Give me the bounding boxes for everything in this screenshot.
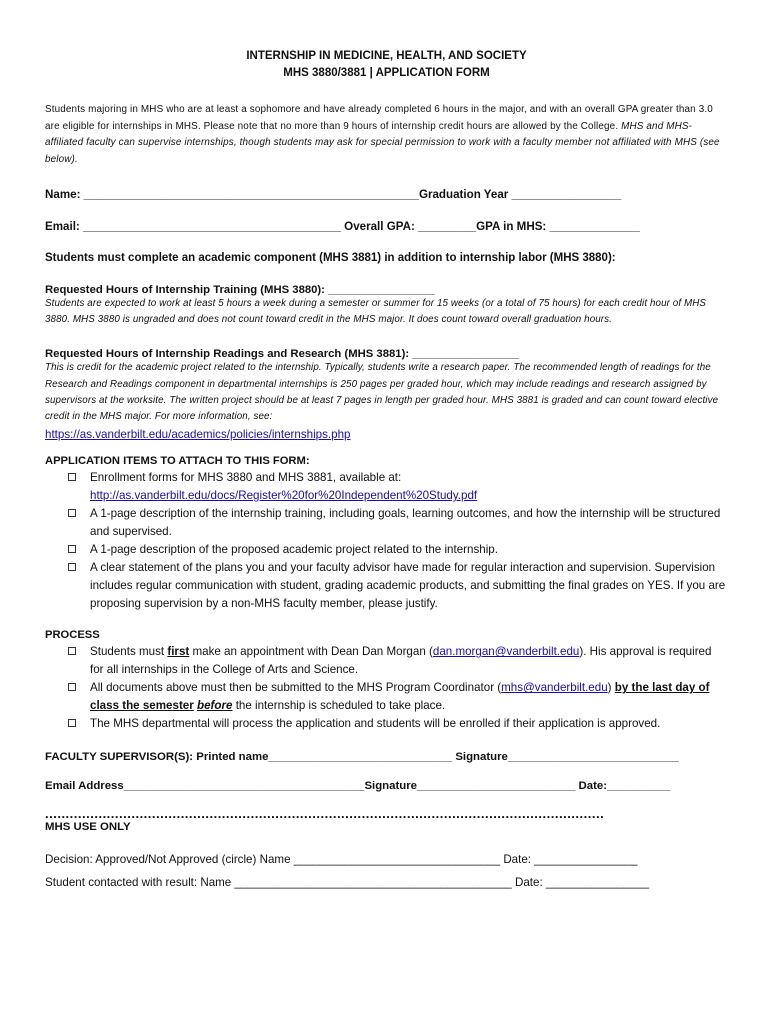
academic-requirement: Students must complete an academic component (MHS 3881) in addition to internship labor (MHS 3880): bbox=[45, 252, 616, 264]
student-contacted-name-field[interactable]: Student contacted with result: Name ___________________________________________ bbox=[45, 876, 512, 890]
item-text: A 1-page description of the proposed academic project related to the internship. bbox=[90, 543, 498, 557]
deadline-emphasis: by the last day of class the semester bbox=[90, 681, 710, 713]
readings-hours-field[interactable]: Requested Hours of Internship Readings and Research (MHS 3881): _________________ bbox=[45, 348, 520, 361]
student-fields bbox=[45, 188, 728, 233]
step-text: the internship is scheduled to take place. bbox=[235, 699, 446, 713]
overall-gpa-field[interactable]: Overall GPA: _________ bbox=[344, 220, 477, 233]
email-field[interactable]: Email: ________________________________________ bbox=[45, 220, 341, 233]
email-gpa-row bbox=[45, 220, 728, 233]
list-item bbox=[45, 559, 728, 613]
decision-name-field[interactable]: Decision: Approved/Not Approved (circle) Name ________________________________ bbox=[45, 853, 501, 867]
supervisor-email-row bbox=[45, 780, 728, 792]
graduation-year-field[interactable]: Graduation Year _________________ bbox=[418, 188, 622, 201]
step-text: make an appointment with Dean Dan Morgan ( bbox=[192, 645, 433, 659]
list-item bbox=[45, 679, 728, 715]
emphasis-first: first bbox=[167, 645, 190, 659]
process-list bbox=[45, 643, 728, 733]
supervisor-email-field[interactable]: Email Address______________________________________ bbox=[45, 780, 365, 793]
training-note: Students are expected to work at least 5 hours a week during a semester or summer for 15 weeks (or a total of 75 hours) for each credit hour of MHS 3880. MHS 3880 is ungraded and does not count toward credit in the MHS major. It does count toward overall graduation hours. bbox=[45, 298, 707, 326]
list-item bbox=[45, 505, 728, 541]
before-emphasis: before bbox=[197, 699, 233, 713]
step-text: Students must bbox=[90, 645, 165, 659]
list-item bbox=[45, 469, 728, 505]
mhs-gpa-field[interactable]: GPA in MHS: ______________ bbox=[476, 220, 640, 233]
step-text: ) bbox=[607, 681, 612, 695]
eligibility-italic-note: MHS and MHS-affiliated faculty can supervise internships, though students may ask for special permission to work with a faculty member not affiliated with MHS (see below). bbox=[45, 120, 720, 165]
item-text: A 1-page description of the internship training, including goals, learning outcomes, and how the internship will be structured and supervised. bbox=[90, 507, 721, 539]
supervisor-date-field[interactable]: Date:__________ bbox=[578, 780, 671, 793]
register-form-link[interactable]: http://as.vanderbilt.edu/docs/Register%20for%20Independent%20Study.pdf bbox=[90, 489, 478, 503]
name-field[interactable]: Name: ____________________________________________________ bbox=[45, 188, 419, 201]
training-hours-field[interactable]: Requested Hours of Internship Training (MHS 3880): _________________ bbox=[45, 284, 435, 296]
faculty-supervisor-row bbox=[45, 751, 728, 763]
decision-row bbox=[45, 853, 728, 866]
name-row bbox=[45, 188, 728, 201]
checkbox[interactable] bbox=[68, 683, 76, 691]
eligibility-paragraph bbox=[45, 102, 728, 168]
list-item bbox=[45, 643, 728, 679]
dean-email-link[interactable]: dan.morgan@vanderbilt.edu bbox=[432, 645, 580, 659]
checkbox[interactable] bbox=[68, 473, 76, 481]
step-text: ). His approval is required for all internships in the College of Arts and Science. bbox=[90, 645, 712, 677]
checkbox[interactable] bbox=[68, 563, 76, 571]
internships-policy-link[interactable]: https://as.vanderbilt.edu/academics/policies/internships.php bbox=[45, 428, 351, 442]
eligibility-text: Students majoring in MHS who are at least a sophomore and have already completed 6 hours in the major, and with an overall GPA greater than 3.0 are eligible for internships in MHS. Please note that no more than 9 hours of internship credit hours are allowed by the College. bbox=[45, 104, 713, 132]
decision-date-field[interactable]: Date: ________________ bbox=[503, 853, 638, 867]
supervisor-printed-name-field[interactable]: FACULTY SUPERVISOR(S): Printed name_____________________________ bbox=[45, 751, 453, 764]
list-item bbox=[45, 715, 728, 733]
checkbox[interactable] bbox=[68, 719, 76, 727]
form-title: INTERNSHIP IN MEDICINE, HEALTH, AND SOCIETY bbox=[246, 50, 527, 62]
mhs-use-heading: MHS USE ONLY bbox=[45, 821, 131, 834]
list-item bbox=[45, 541, 728, 559]
dotted-divider: ........................................................................................................................................ bbox=[45, 806, 605, 822]
supervisor-signature-field[interactable]: Signature___________________________ bbox=[455, 751, 679, 764]
checkbox[interactable] bbox=[68, 647, 76, 655]
form-subtitle: MHS 3880/3881 | APPLICATION FORM bbox=[283, 67, 490, 79]
checkbox[interactable] bbox=[68, 509, 76, 517]
item-text: A clear statement of the plans you and your faculty advisor have made for regular interaction and supervision. Supervision includes regular communication with student, grading academic products, and submitting the final grades on YES. If you are proposing supervision by a non-MHS faculty member, please justify. bbox=[90, 561, 726, 611]
application-items-heading: APPLICATION ITEMS TO ATTACH TO THIS FORM: bbox=[45, 455, 310, 468]
process-heading: PROCESS bbox=[45, 629, 100, 642]
checkbox[interactable] bbox=[68, 545, 76, 553]
coordinator-email-link[interactable]: mhs@vanderbilt.edu bbox=[501, 681, 608, 695]
item-text: Enrollment forms for MHS 3880 and MHS 3881, available at: bbox=[90, 471, 402, 485]
student-contacted-date-field[interactable]: Date: ________________ bbox=[514, 876, 650, 890]
application-items-list bbox=[45, 469, 728, 613]
supervisor-signature2-field[interactable]: Signature_________________________ bbox=[364, 780, 576, 793]
step-text: All documents above must then be submitted to the MHS Program Coordinator ( bbox=[90, 681, 502, 695]
student-contacted-row bbox=[45, 876, 728, 889]
readings-note: This is credit for the academic project related to the internship. Typically, students write a research paper. The recommended length of readings for the Research and Readings component in departmental internships is 250 pages per graded hour, which may include readings and research assigned by supervisors at the worksite. The written project should be at least 7 pages in length per graded hour. MHS 3881 is graded and can count toward elective credit in the MHS major. For more information, see: bbox=[45, 362, 719, 423]
step-text: The MHS departmental will process the application and students will be enrolled if their application is approved. bbox=[90, 717, 661, 731]
